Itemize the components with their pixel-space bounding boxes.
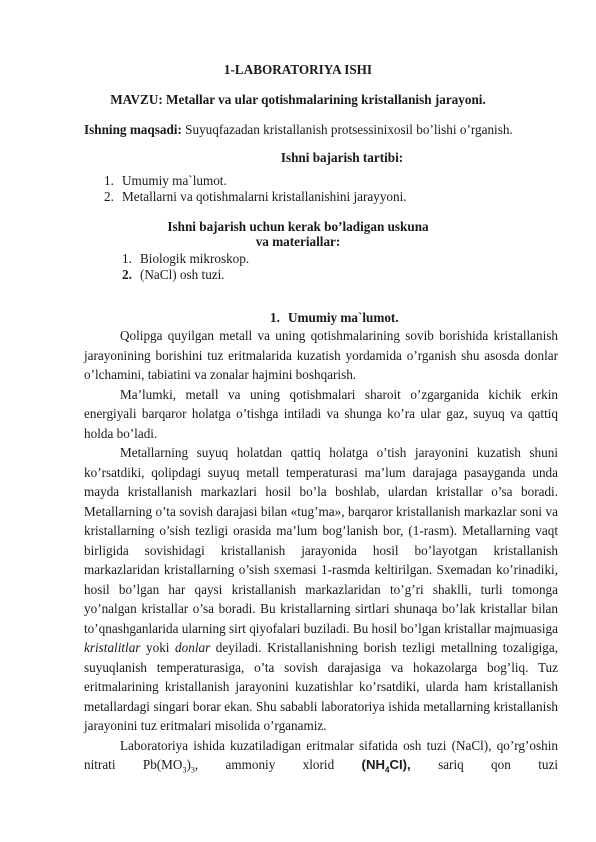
- paragraph-text: sariq qon tuzi: [410, 757, 558, 772]
- subscript: 4: [385, 765, 390, 775]
- goal-label: Ishning maqsadi:: [84, 122, 182, 137]
- formula-part: (NH: [361, 757, 385, 772]
- topic-text: Metallar va ular qotishmalarining kristallanish jarayoni.: [162, 92, 486, 107]
- topic-label: MAVZU:: [110, 92, 163, 107]
- paragraph: Qolipga quyilgan metall va uning qotishmalarining sovib borishida kristallanish jarayonining borishini tuz eritmalarida kuzatish yordamida o’rganish shu asosda donlar o’lchamini, tabiatini va zonalar hajmini boshqarish.: [84, 328, 558, 382]
- section-heading-text: Umumiy ma`lumot.: [288, 310, 399, 325]
- order-item: 2. Metallarni va qotishmalarni kristallanishini jarayyoni.: [104, 189, 407, 204]
- section-heading: 1. Umumiy ma`lumot.: [270, 310, 399, 325]
- subscript: 3: [182, 765, 187, 775]
- paragraph: [84, 443, 558, 736]
- lab-title: 1-LABORATORIYA ISHI: [223, 62, 373, 77]
- body-text: [84, 326, 558, 775]
- goal-text: Suyuqfazadan kristallanish protsessinixosil bo’lishi o’rganish.: [181, 122, 513, 137]
- order-item: 1. Umumiy ma`lumot.: [104, 173, 227, 188]
- paragraph: [84, 736, 558, 775]
- equipment-item-label: (NaCl) osh tuzi.: [140, 267, 225, 282]
- subscript: 3: [190, 765, 195, 775]
- paragraph-text: , ammoniy xlorid: [194, 757, 362, 772]
- equipment-item-label: Biologik mikroskop.: [140, 251, 250, 266]
- order-heading: Ishni bajarish tartibi:: [280, 150, 404, 165]
- formula-part: CI),: [389, 757, 411, 772]
- order-item-label: Umumiy ma`lumot.: [122, 173, 227, 188]
- paragraph-text: Metallarning suyuq holatdan qattiq holatga o’tish jarayonini kuzatish shuni ko’rsatdiki, qolipdagi suyuq metall temperaturasi ma’lum darajaga pasayganda unda mayda kristallanish markazlari hosil bo’la boshlab, ulardan kristallar o’sa boradi. Metallarning o’ta sovish darajasi bilan «tug’ma», barqaror kristallanish markazlar soni va kristallarning o’sish tezligi orasida ma’lum bog’lanish bor, (1-rasm). Metallarning vaqt birligida sovishidagi kristallanish jarayonida hosil bo’layotgan kristallanish markazlaridan kristallarning o’sish sxemasi 1-rasmda keltirilgan. Sxemadan ko’rinadiki, hosil bo’lgan har qaysi kristallanish markazlaridan to’g’ri shaklli, turli tomonga yo’nalgan kristallar o’sa boradi. Bu kristallarning sirtlari shunaqa bo’lak kristallar bilan to’qnashganlarida ularning sirt qiyofalari buziladi. Bu hosil bo’lgan kristallar majmuasiga: [84, 445, 558, 636]
- paragraph-text: deyiladi. Kristallanishning borish tezligi metallning tozaligiga, suyuqlanish temperaturasiga, o’ta sovish darajasiga va hokazolarga bog’liq. Tuz eritmalarining kristallanish jarayonini kuzatishlar ko’rsatdiki, ularda ham kristallanish metallardagi singari borar ekan. Shu sababli laboratoriya ishida metallarning kristallanish jarayonini tuz eritmalari misolida o’rganamiz.: [84, 640, 558, 733]
- equipment-item: 2. (NaCl) osh tuzi.: [122, 267, 225, 282]
- paragraph-text: ): [186, 757, 191, 772]
- paragraph-text: Laboratoriya ishida kuzatiladigan eritmalar sifatida osh tuzi (NaCl), qo’rg’oshin nitrati Pb(MO: [84, 737, 558, 772]
- topic-line: [0, 92, 596, 107]
- goal-line: [84, 122, 513, 137]
- term-kristalitlar: kristalitlar: [84, 640, 141, 655]
- equipment-heading-line2: va materiallar:: [255, 234, 341, 249]
- order-item-label: Metallarni va qotishmalarni kristallanishini jarayyoni.: [122, 189, 407, 204]
- equipment-item: 1. Biologik mikroskop.: [122, 251, 250, 266]
- paragraph: Ma’lumki, metall va uning qotishmalari sharoit o’zgarganida kichik erkin energiyali barqaror holatga o’tishga intiladi va shunga ko’ra ular gaz, suyuq va qattiq holda bo’ladi.: [84, 386, 558, 441]
- term-donlar: donlar: [175, 640, 211, 655]
- formula-nh4cl: [361, 757, 411, 775]
- equipment-heading-line1: Ishni bajarish uchun kerak bo’ladigan uskuna: [167, 219, 429, 234]
- paragraph-text: yoki: [140, 640, 176, 655]
